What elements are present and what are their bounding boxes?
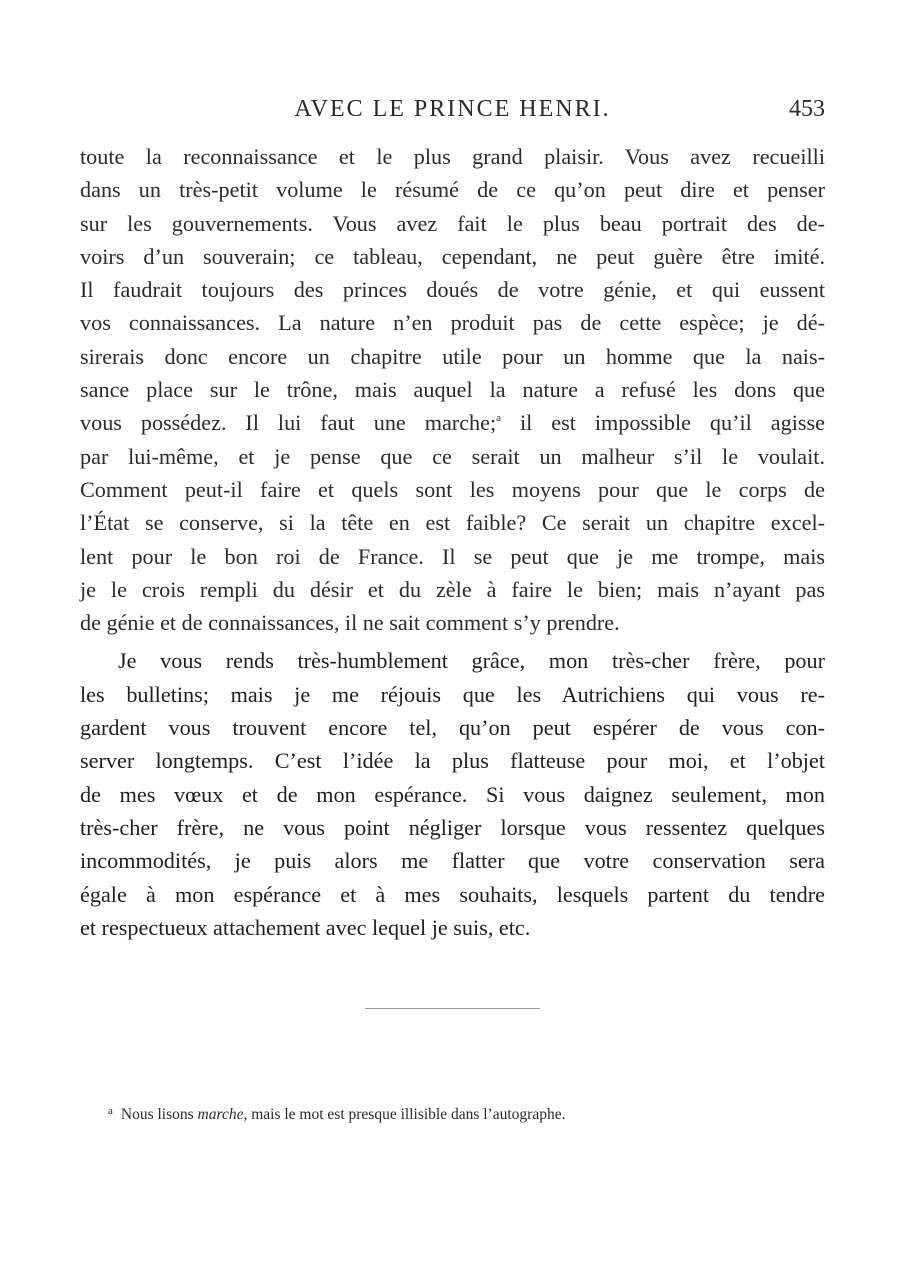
- text-line: sance place sur le trône, mais auquel la nature a refusé les dons que: [80, 377, 825, 403]
- footnote-emphasis: marche: [197, 1106, 244, 1123]
- text-line: lent pour le bon roi de France. Il se peut que je me trompe, mais: [80, 543, 825, 569]
- section-divider: [365, 1008, 540, 1009]
- text-line: Il faudrait toujours des princes doués de votre génie, et qui eussent: [80, 277, 825, 303]
- text-line: je le crois rempli du désir et du zèle à faire le bien; mais n’ayant pas: [80, 576, 825, 602]
- text-line: par lui-même, et je pense que ce serait un malheur s’il le voulait.: [80, 443, 825, 469]
- text-line: voirs d’un souverain; ce tableau, cependant, ne peut guère être imité.: [80, 243, 825, 269]
- text-line: sur les gouvernements. Vous avez fait le plus beau portrait des de-: [80, 210, 825, 236]
- text-line: les bulletins; mais je me réjouis que les Autrichiens qui vous re-: [80, 681, 825, 707]
- footnote-text: , mais le mot est presque illisible dans l’autographe.: [243, 1106, 566, 1123]
- text-segment: vous possédez. Il lui faut une marche;: [80, 410, 497, 436]
- text-line: de génie et de connaissances, il ne sait comment s’y prendre.: [80, 610, 620, 636]
- page-number: 453: [789, 96, 825, 122]
- footnote-text: Nous lisons: [120, 1106, 198, 1123]
- text-line: server longtemps. C’est l’idée la plus flatteuse pour moi, et l’objet: [80, 748, 825, 774]
- body-text: [80, 140, 825, 944]
- text-segment: il est impossible qu’il agisse: [501, 410, 825, 436]
- text-line: dans un très-petit volume le résumé de ce qu’on peut dire et penser: [80, 177, 825, 203]
- text-line: de mes vœux et de mon espérance. Si vous daignez seulement, mon: [80, 781, 825, 807]
- text-line: et respectueux attachement avec lequel je suis, etc.: [80, 914, 531, 940]
- text-line: Comment peut-il faire et quels sont les moyens pour que le corps de: [80, 476, 825, 502]
- footnote: [108, 1100, 828, 1126]
- text-line: gardent vous trouvent encore tel, qu’on peut espérer de vous con-: [80, 715, 825, 741]
- text-line: égale à mon espérance et à mes souhaits, lesquels partent du tendre: [80, 881, 825, 907]
- text-line: Je vous rends très-humblement grâce, mon très-cher frère, pour: [118, 648, 825, 674]
- running-head: [80, 96, 825, 130]
- text-line: incommodités, je puis alors me flatter que votre conservation sera: [80, 848, 825, 874]
- text-line: vos connaissances. La nature n’en produit pas de cette espèce; je dé-: [80, 310, 825, 336]
- text-line: très-cher frère, ne vous point négliger lorsque vous ressentez quelques: [80, 814, 825, 840]
- text-line: toute la reconnaissance et le plus grand plaisir. Vous avez recueilli: [80, 144, 825, 169]
- footnote-label: a: [108, 1105, 113, 1117]
- text-line: sirerais donc encore un chapitre utile pour un homme que la nais-: [80, 343, 825, 369]
- text-line-with-footnote: [80, 406, 825, 439]
- text-line: l’État se conserve, si la tête en est faible? Ce serait un chapitre excel-: [80, 510, 825, 536]
- footnote-marker: a: [496, 412, 502, 425]
- running-title: AVEC LE PRINCE HENRI.: [294, 96, 611, 122]
